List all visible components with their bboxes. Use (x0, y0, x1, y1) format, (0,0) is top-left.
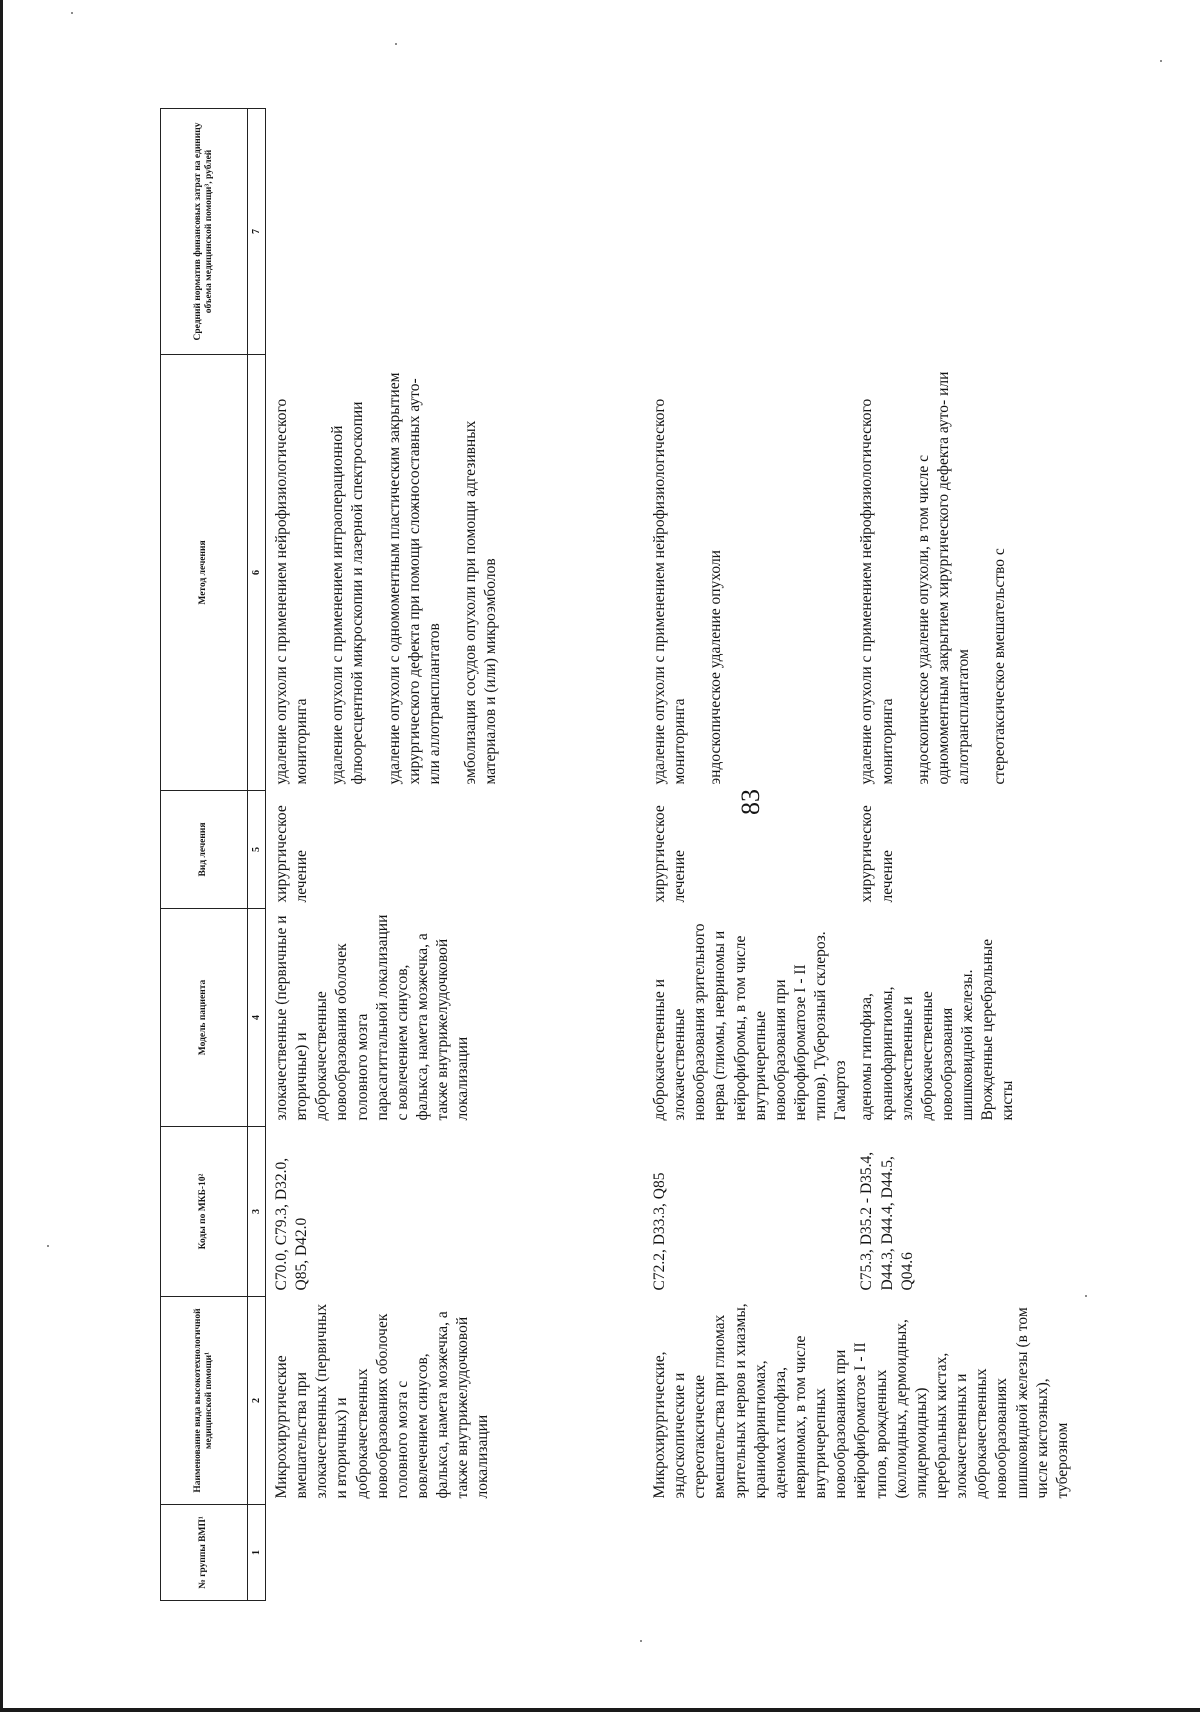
header-group-no: № группы ВМП¹ (161, 1505, 248, 1601)
norm-cell (266, 109, 645, 355)
method-item: удаление опухоли с одномоментным пластическим закрытием хирургического дефекта при помощи сложносоставных ауто- или аллотрансплантатов (385, 372, 443, 785)
group-no-cell (266, 1505, 645, 1601)
codes-cell: C70.0, C79.3, D32.0, Q85, D42.0 (273, 1157, 311, 1291)
column-number: 6 (248, 355, 266, 791)
column-number: 4 (248, 909, 266, 1127)
codes-cell: C72.2, D33.3, Q85 (651, 1172, 668, 1291)
codes-cell: C75.3, D35.2 - D35.4, D44.3, D44.4, D44.5, Q04.6 (858, 1151, 916, 1291)
name-cell: Микрохирургические, эндоскопические и стереотаксические вмешательства при глиомах зрительных нервов и хиазмы, краниофарингиомах, аденомах гипофиза, невриномах, в том числе внутричерепных новообразованиях при нейрофиброматозе I - II типов, врожденных (коллоидных, дермоидных, эпидермоидных) церебральных кистах, злокачественных и доброкачественных новообразованиях шишковидной железы (в том числе кистозных), туберозном (651, 1303, 1071, 1499)
method-item: удаление опухоли с применением нейрофизиологического мониторинга (651, 398, 689, 785)
method-item: удаление опухоли с применением интраоперационной флюоресцентной микроскопии и лазерной спектроскопии (329, 401, 367, 785)
scan-speck (71, 12, 73, 14)
scan-speck (395, 43, 397, 45)
method-cell (851, 355, 1157, 791)
scan-edge-left (0, 0, 3, 1712)
treatment-type-cell: хирургическое лечение (651, 805, 689, 903)
method-item: удаление опухоли с применением нейрофизиологического мониторинга (273, 398, 311, 785)
column-number: 5 (248, 791, 266, 909)
header-row (161, 109, 248, 1601)
scan-speck (47, 1245, 49, 1247)
column-number-row (248, 109, 266, 1601)
column-number: 3 (248, 1127, 266, 1297)
patient-model-cell: злокачественные (первичные и вторичные) и доброкачественные новообразования оболочек головного мозга парасагиттальной локализации с вовлечением синусов, фалькса, намета мозжечка, а также внутрижелудочковой локализации (273, 914, 472, 1121)
page-number: 83 (736, 789, 765, 815)
header-treatment-type: Вид лечения (161, 791, 248, 909)
treatment-type-cell: хирургическое лечение (858, 805, 896, 903)
scan-edge-bottom (0, 1708, 1200, 1712)
method-item: стереотаксическое вмешательство с (991, 548, 1009, 785)
treatment-type-cell: хирургическое лечение (273, 805, 311, 903)
medical-care-table (160, 109, 1200, 1601)
column-number: 7 (248, 109, 266, 355)
norm-cell (644, 109, 851, 355)
method-item: эндоскопическое удаление опухоли (707, 550, 725, 785)
method-item: удаление опухоли с применением нейрофизиологического мониторинга (858, 398, 896, 785)
patient-model-cell: доброкачественные и злокачественные новообразования зрительного нерва (глиомы, невриномы и нейрофибромы, в том числе внутричерепные новообразования при нейрофиброматозе I - II типов). Туберозный склероз. Гамартоз (651, 923, 850, 1121)
header-method: Метод лечения (161, 355, 248, 791)
group-no-cell (851, 1505, 1157, 1601)
header-norm: Средний норматив финансовых затрат на единицу объема медицинской помощи³, рублей (161, 109, 248, 355)
method-item: эмболизация сосудов опухоли при помощи адгезивных материалов и (или) микроэмболов (461, 420, 500, 785)
header-codes: Коды по МКБ-10² (161, 1127, 248, 1297)
group-no-cell (644, 1505, 851, 1601)
table-row (644, 109, 851, 1601)
scan-speck (640, 1640, 642, 1642)
norm-cell (851, 109, 1157, 355)
name-cell: Микрохирургические вмешательства при злокачественных (первичных и вторичных) и доброкачественных новообразованиях оболочек головного мозга с вовлечением синусов, фалькса, намета мозжечка, а также внутрижелудочковой локализации (273, 1303, 492, 1499)
table (160, 108, 1157, 1601)
table-row (266, 109, 645, 1601)
column-number: 2 (248, 1297, 266, 1505)
scan-speck (1160, 60, 1162, 62)
method-item: эндоскопическое удаление опухоли, в том числе с одномоментным закрытием хирургического дефекта ауто- или аллотрансплантатом (914, 371, 972, 785)
column-number: 1 (248, 1505, 266, 1601)
method-cell (266, 355, 645, 791)
patient-model-cell: аденомы гипофиза, краниофарингиомы, злокачественные и доброкачественные новообразования шишковидной железы. Врожденные церебральные кисты (858, 938, 1017, 1121)
header-name: Наименование вида высокотехнологичной медицинской помощи¹ (161, 1297, 248, 1505)
header-patient-model: Модель пациента (161, 909, 248, 1127)
method-cell (644, 355, 851, 791)
